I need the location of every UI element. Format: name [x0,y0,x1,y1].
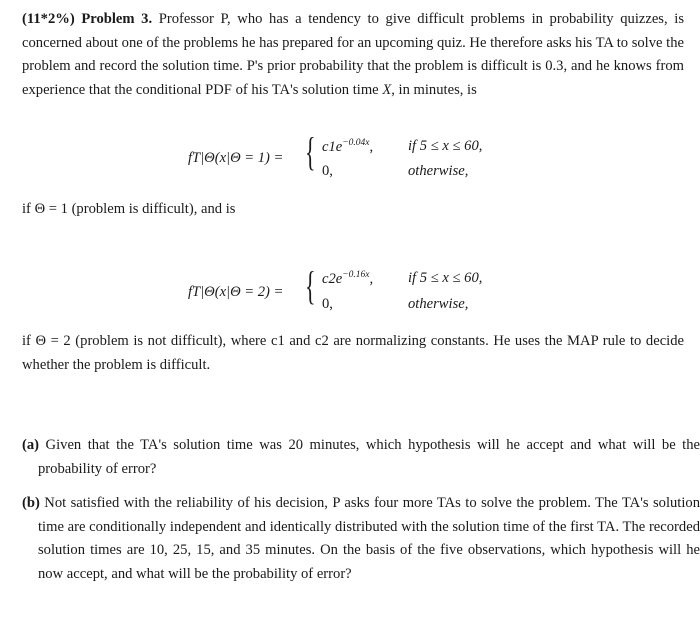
eq1-case1-expr: c1e [322,139,343,155]
problem-intro-text: Professor P, who has a tendency to give difficult problems in probability quizzes, is concerned about one of the problems he has prepared for an upcoming quiz. He therefore asks his TA to solve the problem and record the solution time. P's prior probability that the problem is difficult is 0.3, and he knows from experience that the conditional PDF of his TA's solution time [22,11,684,98]
problem-heading: (11*2%) Problem 3. [22,11,153,27]
part-b-text: Not satisfied with the reliability of his decision, P asks four more TAs to solve the problem. The TA's solution time are conditionally independent and identically distributed with the solution time of the first TA. The recorded solution times are 10, 25, 15, and 35 minutes. On the basis of the five observations, which hypothesis will he now accept, and what will be the probability of error? [38,495,700,582]
part-a-text: Given that the TA's solution time was 20 minutes, which hypothesis will he accept and what will be the probability of error? [38,437,700,477]
part-a [22,434,700,481]
eq2-case1-exponent: −0.16x [342,270,370,280]
after-text: if Θ = 2 (problem is not difficult), where c1 and c2 are normalizing constants. He uses the MAP rule to decide whether the problem is difficult. [22,333,684,373]
eq2-brace: { [305,263,316,308]
intro-variable: X [382,81,392,98]
eq1-case2-expr: 0, [322,163,333,179]
eq2-case1-condition: if 5 ≤ x ≤ 60, [408,270,483,286]
eq1-case1: $c1e^{-0.04x}$, [322,138,374,155]
eq2-case1-expr: c2e [322,271,343,287]
part-a-label: (a) [22,437,40,453]
eq1-lhs: fT|Θ(x|Θ = 1) = [188,150,284,166]
eq2-case1: $c2e^{-0.16x}$, [322,270,374,287]
between-text: if Θ = 1 (problem is difficult), and is [22,201,236,217]
intro-end: , in minutes, is [391,81,477,98]
eq2-lhs: fT|Θ(x|Θ = 2) = [188,284,284,300]
eq1-case1-condition: if 5 ≤ x ≤ 60, [408,138,483,154]
eq2-case2-condition: otherwise, [408,296,469,312]
part-b [22,492,700,586]
eq1-brace: { [305,129,316,174]
eq2-case2-expr: 0, [322,296,333,312]
part-b-label: (b) [22,495,40,511]
eq1-case2-condition: otherwise, [408,163,469,179]
eq1-case1-exponent: −0.04x [342,138,370,148]
problem-intro [22,8,684,102]
